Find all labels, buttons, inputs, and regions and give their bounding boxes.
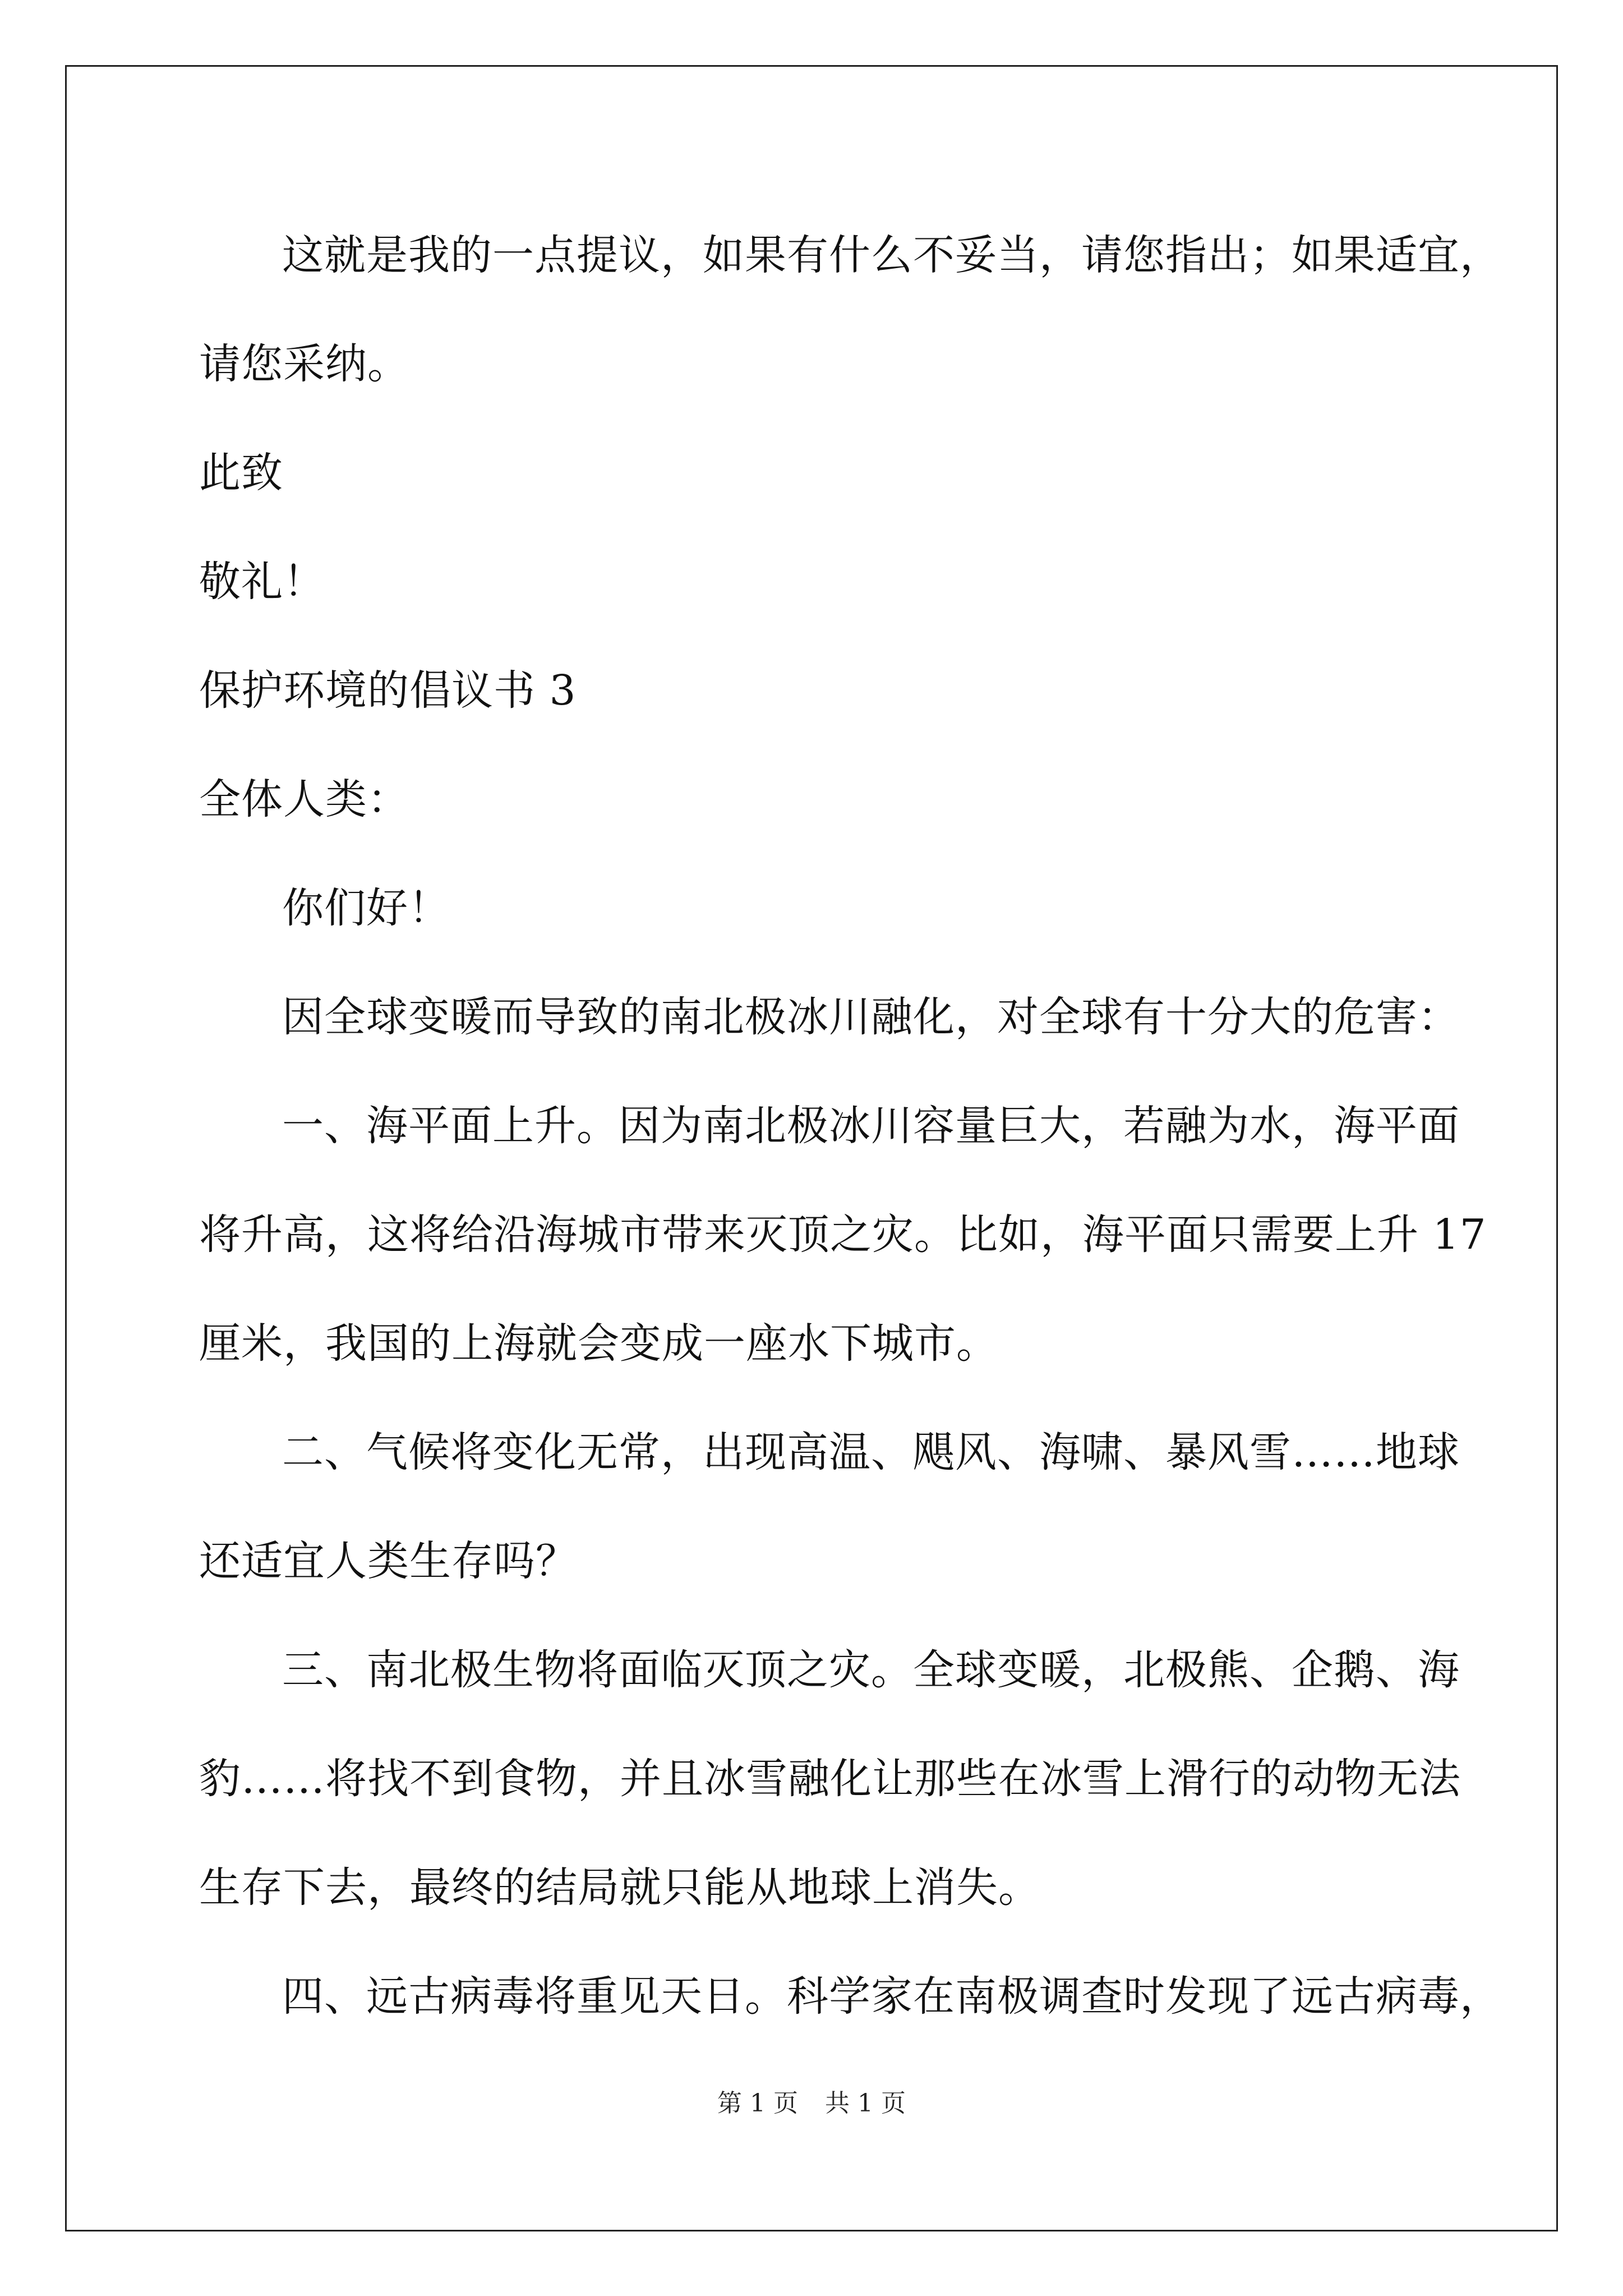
paragraph-line: 请您采纳。 xyxy=(199,340,409,388)
paragraph-line: 还适宜人类生存吗？ xyxy=(199,1537,578,1585)
paragraph-line: 豹……将找不到食物，并且冰雪融化让那些在冰雪上滑行的动物无法 xyxy=(199,1755,1461,1803)
closing-line: 敬礼！ xyxy=(199,558,325,606)
paragraph-line: 三、南北极生物将面临灭顶之灾。全球变暖，北极熊、企鹅、海 xyxy=(282,1646,1460,1694)
greeting: 你们好！ xyxy=(282,884,450,932)
salutation: 全体人类： xyxy=(199,775,409,823)
paragraph-line: 四、远古病毒将重见天日。科学家在南极调查时发现了远古病毒， xyxy=(282,1972,1502,2021)
paragraph-line: 一、海平面上升。因为南北极冰川容量巨大，若融为水，海平面 xyxy=(282,1102,1460,1150)
paragraph-line: 生存下去，最终的结局就只能从地球上消失。 xyxy=(199,1864,1040,1912)
closing-line: 此致 xyxy=(199,449,283,497)
section-title: 保护环境的倡议书 3 xyxy=(199,666,577,715)
paragraph-line: 这就是我的一点提议，如果有什么不妥当，请您指出；如果适宜， xyxy=(282,231,1502,279)
paragraph-line: 厘米，我国的上海就会变成一座水下城市。 xyxy=(199,1319,998,1368)
paragraph-line: 二、气候将变化无常，出现高温、飓风、海啸、暴风雪……地球 xyxy=(282,1428,1460,1476)
page-footer xyxy=(0,2087,1623,2120)
paragraph-line: 将升高，这将给沿海城市带来灭顶之灾。比如，海平面只需要上升 17 xyxy=(199,1211,1487,1259)
document-body xyxy=(199,213,1502,2063)
paragraph-line: 因全球变暖而导致的南北极冰川融化，对全球有十分大的危害： xyxy=(282,993,1460,1041)
page-number: 第 1 页 xyxy=(717,2089,798,2118)
page-count: 共 1 页 xyxy=(825,2089,906,2118)
